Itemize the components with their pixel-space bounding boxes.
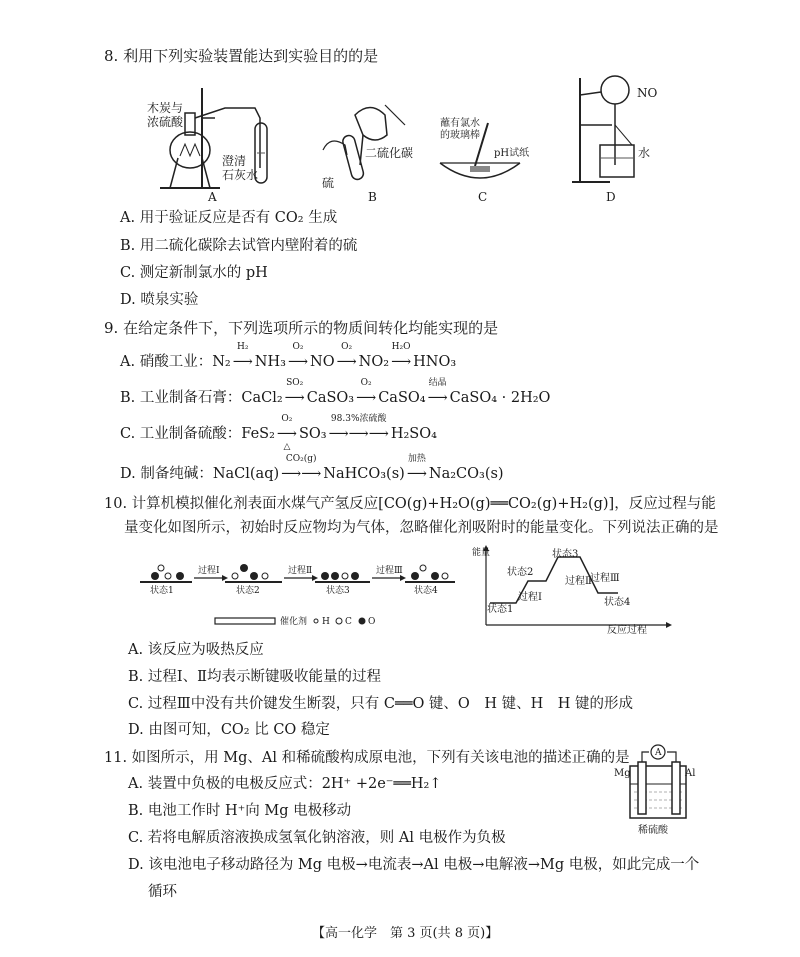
electrode-mg-label: Mg	[614, 768, 631, 779]
question-9-option-c	[120, 414, 437, 452]
figure-8a-apparatus	[130, 78, 300, 200]
process-state-2: 状态2	[236, 586, 260, 596]
q9c-cond-1: O₂	[281, 414, 293, 424]
question-11-option-b: B. 电池工作时 H⁺向 Mg 电极移动	[128, 803, 352, 819]
legend-catalyst: 催化剂	[280, 617, 308, 627]
legend-carbon: C	[345, 617, 352, 627]
figure-8d-label-no: NO	[637, 86, 658, 100]
arrow-icon: ⟶	[336, 354, 357, 370]
question-8-option-d: D. 喷泉实验	[120, 292, 199, 308]
arrow-icon: ⟶	[287, 354, 309, 370]
q9b-species-2: CaSO₄	[378, 390, 426, 406]
q9a-species-4: HNO₃	[413, 354, 457, 370]
q9a-species-2: NO	[310, 354, 335, 370]
arrow-icon: ⟶	[356, 390, 377, 406]
process-state-3: 状态3	[326, 586, 350, 596]
q9b-prefix: B. 工业制备石膏：CaCl₂	[120, 390, 283, 406]
question-9-option-a	[120, 342, 457, 372]
process-step-2: 过程Ⅱ	[288, 566, 313, 576]
arrow-icon: ⟶	[284, 390, 305, 406]
arrow-icon: ⟶	[406, 466, 427, 482]
process-step-1: 过程Ⅰ	[198, 566, 220, 576]
question-10-stem-line-1: 10. 计算机模拟催化剂表面水煤气产氢反应[CO(g)+H₂O(g)══CO₂(g)+H₂(g)]，反应过程与能	[104, 496, 716, 512]
question-9-option-d	[120, 454, 504, 484]
question-11-option-d: D. 该电池电子移动路径为 Mg 电极→电流表→Al 电极→电解液→Mg 电极，如此完成一个	[128, 857, 700, 873]
energy-state-4: 状态4	[604, 597, 631, 608]
question-10-stem-line-2: 量变化如图所示，初始时反应物均为气体，忽略催化剂吸附时的能量变化。下列说法正确的是	[124, 520, 719, 536]
legend-hydrogen: H	[322, 617, 330, 627]
q9b-species-3: CaSO₄ · 2H₂O	[449, 390, 551, 406]
q9b-cond-3: 结晶	[428, 378, 447, 388]
figure-8a-label-reagent-1: 木炭与	[147, 101, 184, 115]
energy-state-3: 状态3	[552, 549, 579, 560]
energy-state-2: 状态2	[507, 567, 534, 578]
question-10-option-d: D. 由图可知，CO₂ 比 CO 稳定	[128, 722, 330, 738]
legend-oxygen: O	[368, 617, 376, 627]
energy-process-3: 过程Ⅲ	[590, 573, 620, 584]
energy-process-2: 过程Ⅱ	[565, 576, 592, 587]
arrow-icon: ⟶⟶⟶	[328, 426, 389, 442]
question-11-option-c: C. 若将电解质溶液换成氢氧化钠溶液，则 Al 电极作为负极	[128, 830, 506, 846]
question-8-stem: 8. 利用下列实验装置能达到实验目的的是	[104, 47, 379, 65]
q9a-cond-3: O₂	[341, 342, 353, 352]
arrow-icon: ⟶	[391, 354, 412, 370]
q9a-cond-1: H₂	[237, 342, 249, 352]
arrow-icon: ⟶	[232, 354, 253, 370]
figure-8d-letter: D	[606, 190, 616, 204]
q9a-species-1: NH₃	[254, 354, 286, 370]
q9a-cond-4: H₂O	[391, 342, 411, 352]
ammeter-label: A	[655, 748, 662, 758]
figure-8a-label-limewater-2: 石灰水	[222, 168, 259, 182]
q9d-species-2: Na₂CO₃(s)	[428, 466, 504, 482]
figure-8a-letter: A	[208, 190, 217, 204]
q9a-cond-2: O₂	[292, 342, 304, 352]
figure-8c-label-rod-2: 的玻璃棒	[440, 130, 480, 141]
page-footer: 【高一化学 第 3 页(共 8 页)】	[312, 926, 499, 941]
q9c-species-1: SO₃	[298, 426, 327, 442]
question-11-option-a: A. 装置中负极的电极反应式：2H⁺ +2e⁻══H₂↑	[128, 776, 442, 792]
figure-8a-label-limewater-1: 澄清	[222, 154, 247, 168]
q9d-cond-1: CO₂(g)	[285, 454, 317, 464]
question-11-stem: 11. 如图所示，用 Mg、Al 和稀硫酸构成原电池，下列有关该电池的描述正确的是	[104, 750, 630, 766]
arrow-icon: ⟶	[276, 426, 297, 442]
question-8-option-c: C. 测定新制氯水的 pH	[120, 265, 268, 281]
question-9-option-b	[120, 378, 551, 408]
figure-8c-label-rod-1: 蘸有氯水	[440, 118, 480, 129]
q9b-cond-1: SO₂	[286, 378, 304, 388]
q9d-prefix: D. 制备纯碱：NaCl(aq)	[120, 466, 280, 482]
q9c-cond-2: 98.3%浓硫酸	[330, 414, 387, 424]
energy-y-label: 能量	[472, 548, 491, 558]
energy-x-label: 反应过程	[607, 625, 647, 636]
question-8-option-a: A. 用于验证反应是否有 CO₂ 生成	[120, 210, 338, 226]
figure-8a-label-reagent-2: 浓硫酸	[147, 115, 184, 129]
figure-8b-letter: B	[368, 190, 377, 204]
arrow-icon: ⟶⟶	[281, 466, 322, 482]
q9b-species-1: CaSO₃	[306, 390, 355, 406]
q9a-prefix: A. 硝酸工业：N₂	[120, 354, 231, 370]
electrolyte-label: 稀硫酸	[638, 825, 668, 836]
q9a-species-3: NO₂	[358, 354, 390, 370]
electrode-al-label: Al	[685, 768, 696, 779]
q9c-prefix: C. 工业制备硫酸：FeS₂	[120, 426, 275, 442]
q9b-cond-2: O₂	[360, 378, 372, 388]
q9d-cond-2: 加热	[407, 454, 426, 464]
energy-process-1: 过程Ⅰ	[518, 592, 542, 603]
figure-8c-label-ph-paper: pH试纸	[494, 148, 530, 159]
q9c-species-2: H₂SO₄	[390, 426, 437, 442]
arrow-icon: ⟶	[427, 390, 448, 406]
question-10-option-a: A. 该反应为吸热反应	[128, 642, 264, 658]
process-state-1: 状态1	[150, 586, 174, 596]
question-10-option-b: B. 过程Ⅰ、Ⅱ均表示断键吸收能量的过程	[128, 669, 381, 685]
question-9-stem: 9. 在给定条件下，下列选项所示的物质间转化均能实现的是	[104, 319, 499, 337]
process-state-4: 状态4	[414, 586, 438, 596]
q9c-under-1: △	[283, 442, 291, 452]
process-step-3: 过程Ⅲ	[376, 566, 403, 576]
figure-8b-label-sulfur: 硫	[322, 176, 335, 190]
figure-8c-letter: C	[478, 190, 488, 204]
figure-8b-label-cs2: 二硫化碳	[365, 146, 414, 160]
figure-8d-label-water: 水	[638, 146, 651, 160]
energy-state-1: 状态1	[487, 604, 514, 615]
question-11-option-d-continued: 循环	[148, 884, 177, 900]
question-8-option-b: B. 用二硫化碳除去试管内壁附着的硫	[120, 238, 358, 254]
q9d-species-1: NaHCO₃(s)	[323, 466, 405, 482]
question-10-option-c: C. 过程Ⅲ中没有共价键发生断裂，只有 C══O 键、O H 键、H H 键的形成	[128, 696, 633, 712]
